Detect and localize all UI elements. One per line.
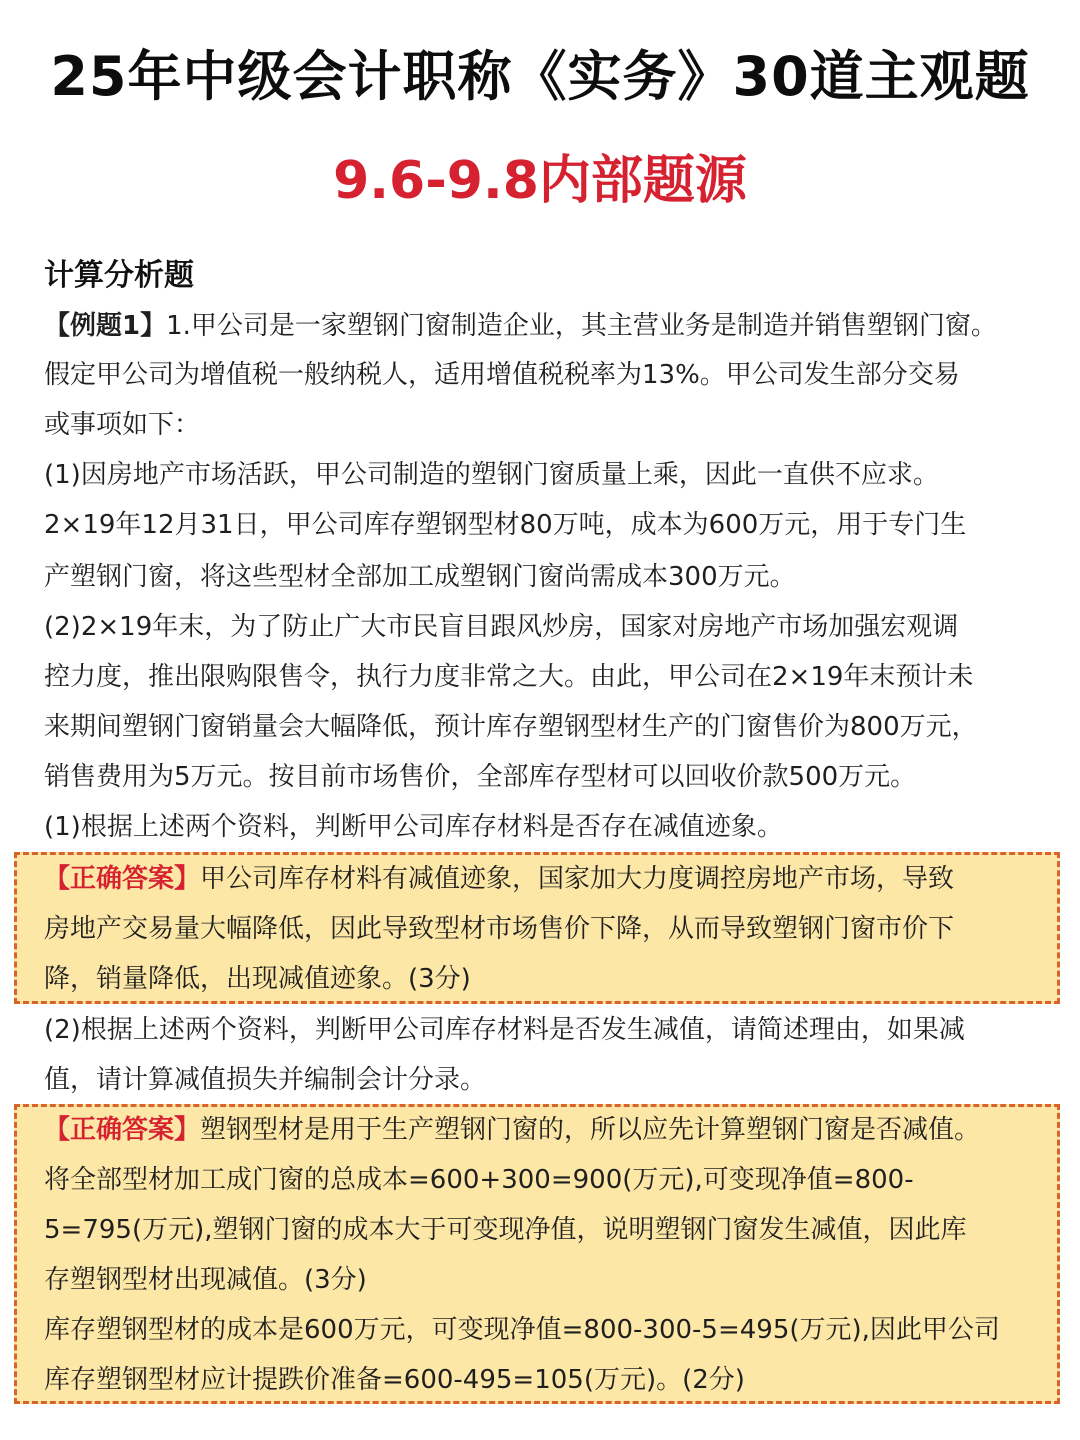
question-line: (1)根据上述两个资料，判断甲公司库存材料是否存在减值迹象。 (44, 812, 783, 842)
answer-line: 【正确答案】甲公司库存材料有减值迹象，国家加大力度调控房地产市场，导致 (44, 864, 955, 894)
question-line: 值，请计算减值损失并编制会计分录。 (44, 1065, 487, 1095)
section-heading: 计算分析题 (44, 258, 194, 293)
answer-line: 5=795(万元),塑钢门窗的成本大于可变现净值，说明塑钢门窗发生减值，因此库 (44, 1215, 967, 1245)
question-line: (2)2×19年末，为了防止广大市民盲目跟风炒房，国家对房地产市场加强宏观调 (44, 612, 959, 642)
answer-tag: 【正确答案】 (44, 864, 201, 894)
answer-line: 将全部型材加工成门窗的总成本=600+300=900(万元),可变现净值=800- (44, 1165, 914, 1195)
question-line: 销售费用为5万元。按目前市场售价，全部库存型材可以回收价款500万元。 (44, 762, 917, 792)
question-line: 2×19年12月31日，甲公司库存塑钢型材80万吨，成本为600万元，用于专门生 (44, 510, 967, 540)
question-line: 控力度，推出限购限售令，执行力度非常之大。由此，甲公司在2×19年末预计未 (44, 662, 974, 692)
answer-line: 库存塑钢型材的成本是600万元，可变现净值=800-300-5=495(万元),因此甲公司 (44, 1315, 1000, 1345)
question-line: (2)根据上述两个资料，判断甲公司库存材料是否发生减值，请简述理由，如果减 (44, 1015, 965, 1045)
answer-line: 库存塑钢型材应计提跌价准备=600-495=105(万元)。(2分) (44, 1365, 745, 1395)
question-line: 或事项如下： (44, 410, 201, 440)
answer-line: 房地产交易量大幅降低，因此导致型材市场售价下降，从而导致塑钢门窗市价下 (44, 914, 955, 944)
example-tag: 【例题1】 (44, 311, 167, 341)
question-line: (1)因房地产市场活跃，甲公司制造的塑钢门窗质量上乘，因此一直供不应求。 (44, 460, 939, 490)
question-line: 假定甲公司为增值税一般纳税人，适用增值税税率为13%。甲公司发生部分交易 (44, 360, 960, 390)
question-line: 产塑钢门窗，将这些型材全部加工成塑钢门窗尚需成本300万元。 (44, 562, 796, 592)
answer-line: 【正确答案】塑钢型材是用于生产塑钢门窗的，所以应先计算塑钢门窗是否减值。 (44, 1115, 981, 1145)
answer-line: 存塑钢型材出现减值。(3分) (44, 1265, 367, 1295)
page-subtitle: 9.6-9.8内部题源 (333, 151, 747, 211)
page-title: 25年中级会计职称《实务》30道主观题 (50, 45, 1030, 108)
question-line: 【例题1】1.甲公司是一家塑钢门窗制造企业，其主营业务是制造并销售塑钢门窗。 (44, 311, 997, 341)
answer-tag: 【正确答案】 (44, 1115, 201, 1145)
question-line: 来期间塑钢门窗销量会大幅降低，预计库存塑钢型材生产的门窗售价为800万元， (44, 712, 978, 742)
answer-line: 降，销量降低，出现减值迹象。(3分) (44, 964, 471, 994)
answer-box-2 (14, 1104, 1060, 1404)
